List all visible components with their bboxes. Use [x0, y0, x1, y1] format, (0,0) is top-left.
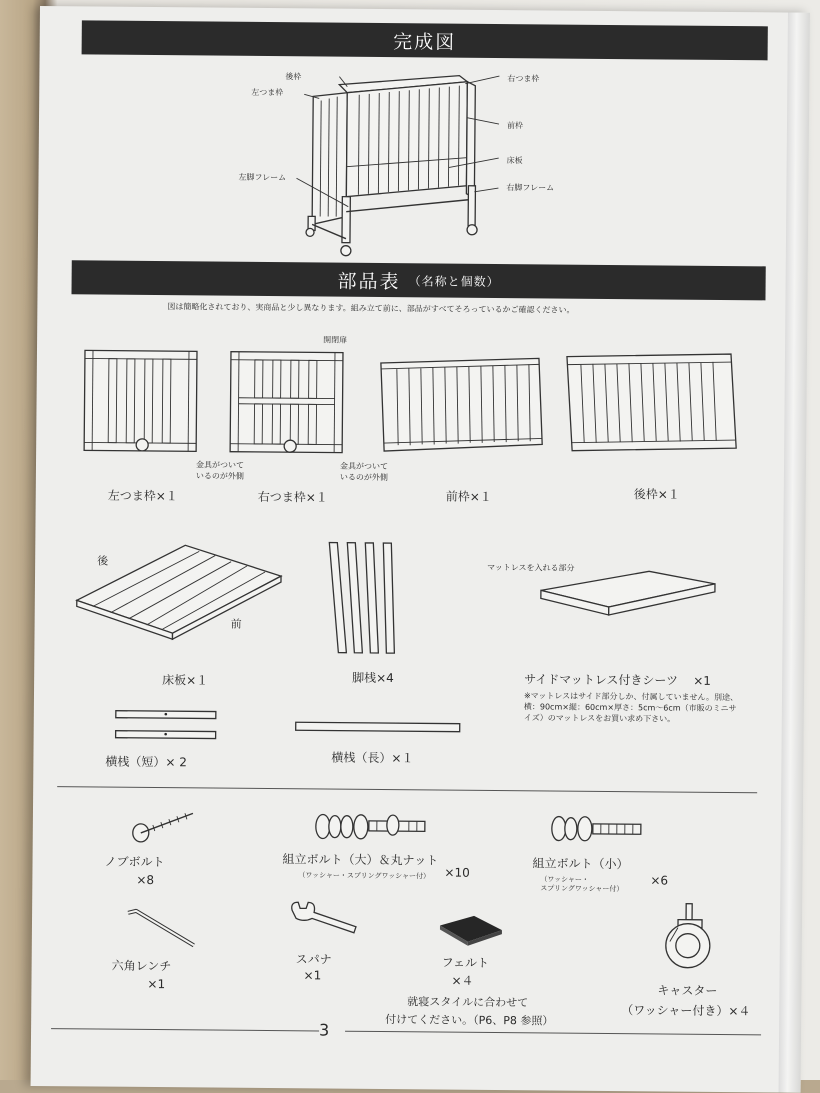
large-bolt-nut-icon: [313, 804, 433, 849]
part-long-cross-rail: 横桟（長）×１: [331, 749, 413, 767]
parts-title: 部品表: [337, 266, 400, 294]
hw-felt-count: ×４: [451, 972, 473, 989]
floor-front-label: 前: [231, 616, 242, 632]
hw-large-bolt-name: 組立ボルト（大）＆丸ナット: [282, 850, 438, 868]
parts-subtitle: （名称と個数）: [409, 272, 500, 290]
part-front-frame: 前枠×１: [446, 488, 492, 505]
section-divider: [57, 786, 757, 793]
label-left-leg-frame: 左脚フレーム: [238, 172, 286, 183]
leg-rails-illustration: [324, 539, 405, 660]
page-number: 3: [319, 1020, 329, 1039]
floor-board-illustration: [74, 540, 285, 642]
mattress-sheet-illustration: [539, 568, 719, 620]
hw-caster-sub: （ワッシャー付き）×４: [621, 1001, 750, 1019]
metal-note-left: 金具がついて いるのが外側: [196, 459, 244, 481]
label-back-frame: 後枠: [285, 71, 301, 82]
hw-hex-wrench-count: ×1: [147, 977, 165, 991]
part-floor-board: 床板×１: [162, 671, 208, 688]
hw-large-bolt-sub: （ワッシャー・スプリングワッシャー付）: [298, 870, 430, 881]
part-short-cross-rail: 横桟（短）× 2: [105, 753, 187, 771]
hw-small-bolt-sub1: （ワッシャー・: [540, 874, 589, 884]
label-right-leg-frame: 右脚フレーム: [506, 182, 554, 193]
manual-page: [31, 6, 810, 1093]
hw-spanner-count: ×1: [303, 968, 321, 982]
label-left-end-frame: 左つま枠: [251, 87, 283, 98]
footer-line-right: [345, 1031, 761, 1036]
hw-small-bolt-count: ×6: [650, 873, 668, 887]
right-end-frame-illustration: [228, 348, 349, 459]
felt-note-line1: 就寝スタイルに合わせて: [407, 993, 528, 1010]
felt-note-line2: 付けてください。（P6、P8 参照）: [385, 1011, 553, 1028]
hw-knob-bolt-name: ノブボルト: [104, 853, 164, 871]
small-bolt-icon: [549, 808, 649, 849]
metal-note-right: 金具がついて いるのが外側: [340, 461, 388, 483]
label-opening-door: 開閉扉: [323, 334, 347, 345]
hw-felt-name: フェルト: [442, 954, 490, 971]
label-right-end-frame: 右つま枠: [507, 73, 539, 84]
short-cross-rails-illustration: [114, 707, 224, 748]
parts-banner: [71, 260, 765, 300]
part-side-mattress-sheet: サイドマットレス付きシーツ ×1: [524, 670, 711, 689]
knob-bolt-icon: [129, 807, 199, 848]
long-cross-rail-illustration: [294, 718, 464, 739]
hw-large-bolt-count: ×10: [444, 866, 469, 880]
label-front-frame: 前枠: [507, 120, 523, 131]
part-back-frame: 後枠×１: [634, 485, 680, 502]
floor-back-label: 後: [97, 553, 108, 569]
assembled-banner: [82, 20, 768, 60]
spanner-icon: [286, 898, 366, 939]
front-frame-illustration: [376, 355, 547, 456]
hw-spanner-name: スパナ: [296, 950, 332, 967]
hw-small-bolt-name: 組立ボルト（小）: [532, 854, 628, 872]
mattress-note: ※マットレスはサイド部分しか、付属していません。別途、横：90cm×縦：60cm×厚さ：5cm〜6cm（市販のミニサイズ）のマットレスをお買い求め下さい。: [524, 690, 744, 725]
footer-line-left: [51, 1028, 319, 1031]
hw-hex-wrench-name: 六角レンチ: [112, 957, 172, 975]
hw-caster-name: キャスター: [657, 981, 717, 999]
part-leg-rails: 脚桟×4: [352, 669, 394, 686]
hw-small-bolt-sub2: スプリングワッシャー付）: [540, 883, 623, 894]
left-end-frame-illustration: [82, 346, 203, 457]
caster-icon: [648, 901, 729, 972]
hex-wrench-icon: [122, 907, 202, 958]
assembled-crib-illustration: [298, 66, 500, 268]
parts-intro: 図は簡略化されており、実商品と少し異なります。組み立て前に、部品がすべてそろっているかご確認ください。: [167, 301, 574, 316]
back-frame-illustration: [564, 353, 741, 455]
part-left-end-frame: 左つま枠×１: [108, 487, 178, 505]
felt-icon: [436, 911, 506, 948]
hw-knob-bolt-count: ×8: [136, 873, 154, 887]
assembled-title: 完成図: [393, 27, 456, 55]
part-right-end-frame: 右つま枠×１: [258, 488, 328, 506]
label-floor-board: 床板: [507, 155, 523, 166]
mattress-part-label: マットレスを入れる部分: [487, 562, 575, 574]
